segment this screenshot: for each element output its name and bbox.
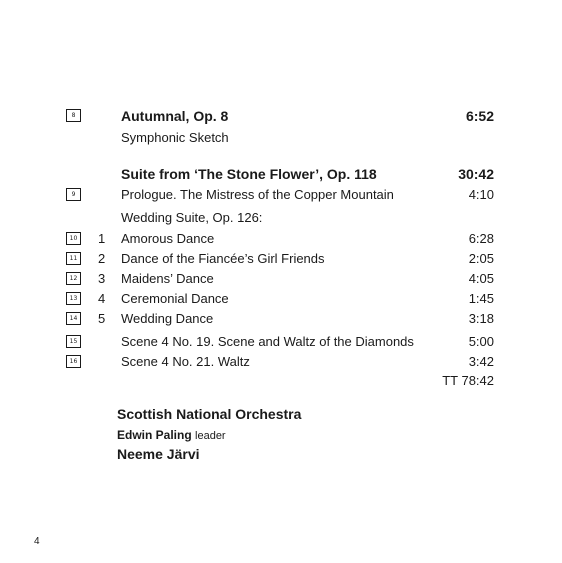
track-number-box: 9 [66, 188, 81, 201]
movement-number: 3 [98, 271, 106, 286]
movement-number: 5 [98, 311, 106, 326]
work-duration: 30:42 [458, 166, 494, 182]
track-title: Ceremonial Dance [121, 291, 229, 306]
track-duration: 5:00 [468, 334, 494, 349]
leader-role: leader [195, 430, 226, 442]
page-number: 4 [34, 536, 40, 547]
track-number-box: 8 [66, 109, 81, 122]
track-title: Amorous Dance [121, 231, 215, 246]
track-title: Dance of the Fiancée’s Girl Friends [121, 251, 325, 266]
total-time: TT 78:42 [442, 373, 494, 388]
track-duration: 6:28 [468, 231, 494, 246]
track-number-box: 12 [66, 272, 81, 285]
track-number-box: 10 [66, 232, 81, 245]
movement-number: 4 [98, 291, 106, 306]
movement-number: 2 [98, 251, 106, 266]
track-duration: 2:05 [468, 251, 494, 266]
track-number-box: 16 [66, 355, 81, 368]
track-number-box: 13 [66, 292, 81, 305]
track-title: Scene 4 No. 19. Scene and Waltz of the Diamonds [121, 334, 414, 349]
track-number-box: 14 [66, 312, 81, 325]
movement-number: 1 [98, 231, 106, 246]
work-title: Autumnal, Op. 8 [121, 108, 229, 124]
work-duration: 6:52 [465, 108, 494, 124]
work-title: Suite from ‘The Stone Flower’, Op. 118 [121, 166, 377, 182]
track-number-box: 11 [66, 252, 81, 265]
track-number-box: 15 [66, 335, 81, 348]
track-duration: 4:05 [468, 271, 494, 286]
track-duration: 1:45 [468, 291, 494, 306]
track-duration: 3:42 [468, 354, 494, 369]
track-duration: 3:18 [468, 311, 494, 326]
track-title: Prologue. The Mistress of the Copper Mountain [121, 187, 394, 202]
conductor-name: Neeme Järvi [117, 446, 200, 462]
suite-label: Wedding Suite, Op. 126: [121, 210, 263, 225]
track-title: Scene 4 No. 21. Waltz [121, 354, 250, 369]
orchestra-name: Scottish National Orchestra [117, 406, 302, 422]
track-duration: 4:10 [468, 187, 494, 202]
leader-name: Edwin Paling [117, 428, 192, 442]
track-title: Maidens’ Dance [121, 271, 214, 286]
track-title: Wedding Dance [121, 311, 214, 326]
work-subtitle: Symphonic Sketch [121, 130, 229, 145]
leader-line [117, 428, 226, 442]
